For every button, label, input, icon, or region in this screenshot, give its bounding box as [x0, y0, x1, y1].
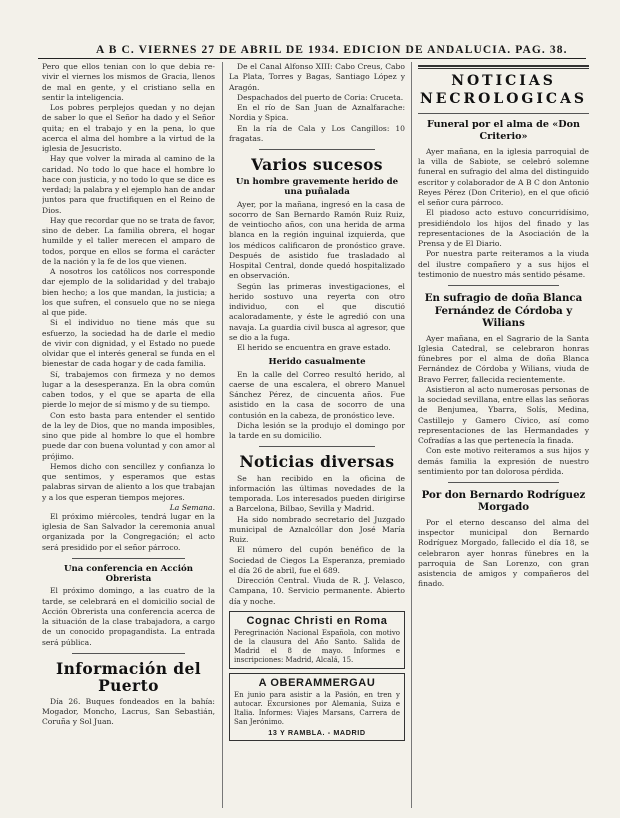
ad-title: Cognac Christi en Roma: [246, 614, 388, 627]
section-title-sucesos: Varios sucesos: [251, 155, 383, 174]
ad-text: En junio para asistir a la Pasión, en tren y autocar. Excursiones por Alemania, Suiza e Italia. Informes: Viajes Marsans, Carrera de San Jerónimo.: [234, 691, 400, 727]
header-rule: [38, 58, 586, 59]
article-paragraph: Hemos dicho con sencillez y confianza lo que sentimos, y esperamos que estas palabras sirvan de aliento a los que trabajan y a los que esperan tiempos mejores.: [42, 461, 215, 502]
page-header: A B C. VIERNES 27 DE ABRIL DE 1934. EDICION DE ANDALUCIA. PAG. 38.: [96, 44, 568, 56]
article-paragraph: Dicha lesión se la produjo el domingo por la tarde en su domicilio.: [229, 420, 405, 441]
article-paragraph: En la calle del Correo resultó herido, al caerse de una escalera, el obrero Manuel Sánchez Pérez, de cincuenta años. Fue asistido en la casa de socorro de una contusión en la cabeza, de pronóstico leve.: [229, 369, 405, 420]
article-paragraph: A nosotros los católicos nos corresponde dar ejemplo de la solidaridad y del trabajo bien hecho; a los que mandan, la justicia; a los que sufren, el consuelo que no se niega al que pide.: [42, 267, 215, 317]
advertisement-roma: [229, 611, 405, 669]
column-2: [229, 62, 405, 810]
separator: [259, 446, 375, 447]
section-title-necrologicas: NOTICIAS NECROLOGICAS: [419, 73, 588, 107]
section-title-noticias: Noticias diversas: [239, 452, 395, 472]
article-paragraph: Según las primeras investigaciones, el herido sostuvo una reyerta con otro individuo, con el que discutió acaloradamente, y éste le agredió con una navaja. La guardia civil busca al agresor, que se dio a la fuga.: [229, 281, 405, 342]
article-paragraph: Hay que volver la mirada al camino de la caridad. No todo lo que hace el hombre lo hace con justicia, y no todo lo que se dice es verdad; la palabra y el ejemplo han de andar juntos para que fructifiquen en el Reino de Dios.: [42, 154, 215, 215]
advertisement-oberammergau: [229, 673, 405, 740]
section-title-morgado: Por don Bernardo Rodríguez Morgado: [421, 489, 586, 514]
separator: [448, 285, 559, 286]
article-paragraph: Ha sido nombrado secretario del Juzgado municipal de Aznalcóllar don José María Ruiz.: [229, 514, 405, 545]
article-paragraph: Asistieron al acto numerosas personas de la sociedad sevillana, entre ellas las señoras de Benjumea, Ybarra, Solís, Medina, Castillejo y Gamero Cívico, así como representaciones de las Hermandades y Cofradías a las que pertenecía la finada.: [418, 384, 589, 446]
article-paragraph: Se han recibido en la oficina de información las últimas novedades de la temporada. Los interesados pueden dirigirse a Barcelona, Bilbao, Sevilla y Madrid.: [229, 473, 405, 514]
article-paragraph: Los pobres perplejos quedan y no dejan de saber lo que el Señor ha dado y el Señor quita; en el trabajo y en la pena, lo que acerca el alma del hombre a la virtud de la iglesia de Jesucristo.: [42, 103, 215, 153]
separator: [418, 113, 589, 114]
separator: [72, 558, 185, 559]
article-paragraph: Si el individuo no tiene más que su esfuerzo, la sociedad ha de darle el medio de vivir con dignidad, y el Estado no puede olvidar que el interés general se funda en el bienestar de cada hogar y de cada familia.: [42, 318, 215, 369]
article-paragraph: Ayer, por la mañana, ingresó en la casa de socorro de San Bernardo Ramón Ruiz Ruiz, de veintiocho años, con una herida de arma blanca en la región inguinal izquierda, que los médicos calificaron de pronóstico grave. Después de asistido fue trasladado al Hospital Central, donde quedó hospitalizado en observación.: [229, 199, 405, 281]
ad-footer: 13 Y RAMBLA. - MADRID: [268, 727, 366, 737]
separator: [448, 482, 559, 483]
article-paragraph: En la ría de Cala y Los Cangillos: 10 fragatas.: [229, 123, 405, 143]
article-paragraph: Ayer mañana, en el Sagrario de la Santa Iglesia Catedral, se celebraron honras fúnebres por el alma de doña Blanca Fernández de Córdoba y Wilians, viuda de Bravo Ferrer, fallecida recientemente.: [418, 333, 589, 384]
article-paragraph: Hay que recordar que no se trata de favor, sino de deber. La familia obrera, el hogar humilde y el taller merecen el amparo de todos, porque en ellos se forma el carácter de la nación y la fe de los que vienen.: [42, 215, 215, 266]
article-paragraph: Por nuestra parte reiteramos a la viuda del ilustre compañero y a sus hijos el testimonio de nuestro más sentido pésame.: [418, 249, 589, 279]
section-title-herido: Herido casualmente: [268, 357, 366, 368]
column-divider: [222, 62, 223, 808]
section-title-funeral: Funeral por el alma de «Don Criterio»: [427, 119, 580, 142]
article-signature: La Semana.: [169, 502, 215, 512]
column-divider: [411, 62, 412, 808]
article-paragraph: El herido se encuentra en grave estado.: [237, 343, 391, 353]
section-title-puerto: Información del Puerto: [55, 658, 202, 695]
article-paragraph: El próximo domingo, a las cuatro de la tarde, se celebrará en el domicilio social de Acción Obrerista una conferencia acerca de la situación de la clase trabajadora, a cargo de un conocido propagandista. La entrada será pública.: [42, 586, 215, 647]
article-paragraph: Ayer mañana, en la iglesia parroquial de la villa de Sabiote, se celebró solemne funeral en sufragio del alma del distinguido escritor y colaborador de A B C don Antonio Reyes Pérez (Don Criterio), en el que ofició el señor cura párroco.: [418, 146, 589, 208]
article-paragraph: El piadoso acto estuvo concurridísimo, presidiéndolo los hijos del finado y las representaciones de la Asociación de la Prensa y de El Diario.: [418, 208, 589, 249]
column-3: [418, 62, 589, 810]
article-paragraph: Pero que ellos tenian con lo que debia re-vivir el viernes los mismos de Gracia, llenos de mal en gente, y el cristiano sella en sentir la inteligencia.: [42, 62, 215, 102]
ad-title: A OBERAMMERGAU: [258, 677, 376, 690]
article-paragraph: El número del cupón benéfico de la Sociedad de Ciegos La Esperanza, premiado el día 26 de abril, fue el 689.: [229, 545, 405, 575]
section-title-sufragio: En sufragio de doña Blanca Fernández de Córdoba y Wilians: [424, 292, 583, 330]
section-subtitle-sucesos: Un hombre gravemente herido de una puñalada: [235, 177, 399, 198]
column-1: [42, 62, 215, 810]
article-paragraph: Por el eterno descanso del alma del inspector municipal don Bernardo Rodríguez Morgado, fallecido el día 18, se celebraron ayer honras fúnebres en la parroquia de San Lorenzo, con gran asistencia de amigos y compañeros del finado.: [418, 517, 589, 589]
article-paragraph: En el río de San Juan de Aznalfarache: Nordia y Spica.: [229, 103, 405, 123]
article-paragraph: Con esto basta para entender el sentido de la ley de Dios, que no manda imposibles, sino que pide al hombre lo que el hombre puede dar con buena voluntad y con amor al prójimo.: [42, 410, 215, 461]
separator: [259, 149, 375, 150]
article-paragraph: Día 26. Buques fondeados en la bahía: Mogador, Moncho, Lacrus, San Sebastián, Coruña y Sol Juan.: [42, 696, 215, 727]
article-paragraph: Despachados del puerto de Coria: Cruceta.: [237, 92, 404, 102]
article-paragraph: Sí, trabajemos con firmeza y no demos lugar a la desesperanza. En la obra común caben todos, y el que se aparta de ella pierde lo mejor de sí mismo y de su tiempo.: [42, 369, 215, 410]
article-paragraph: Con este motivo reiteramos a sus hijos y demás familia la expresión de nuestro sentimiento por tan dolorosa pérdida.: [418, 446, 589, 476]
article-paragraph: El próximo miércoles, tendrá lugar en la iglesia de San Salvador la ceremonia anual organizada por la Congregación; el acto será presidido por el señor párroco.: [42, 511, 215, 552]
separator: [72, 653, 185, 654]
article-paragraph: Dirección Central. Viuda de R. J. Velasco, Campana, 10. Servicio permanente. Abierto día y noche.: [229, 576, 405, 606]
article-paragraph: De el Canal Alfonso XIII: Cabo Creus, Cabo La Plata, Torres y Bagas, Santiago López y Aragón.: [229, 62, 405, 92]
section-rule: [418, 65, 589, 69]
section-title-conferencia: Una conferencia en Acción Obrerista: [63, 563, 194, 585]
ad-text: Peregrinación Nacional Española, con motivo de la clausura del Año Santo. Salida de Madrid el 8 de mayo. Informes e inscripciones: Madrid, Alcalá, 15.: [234, 628, 400, 665]
